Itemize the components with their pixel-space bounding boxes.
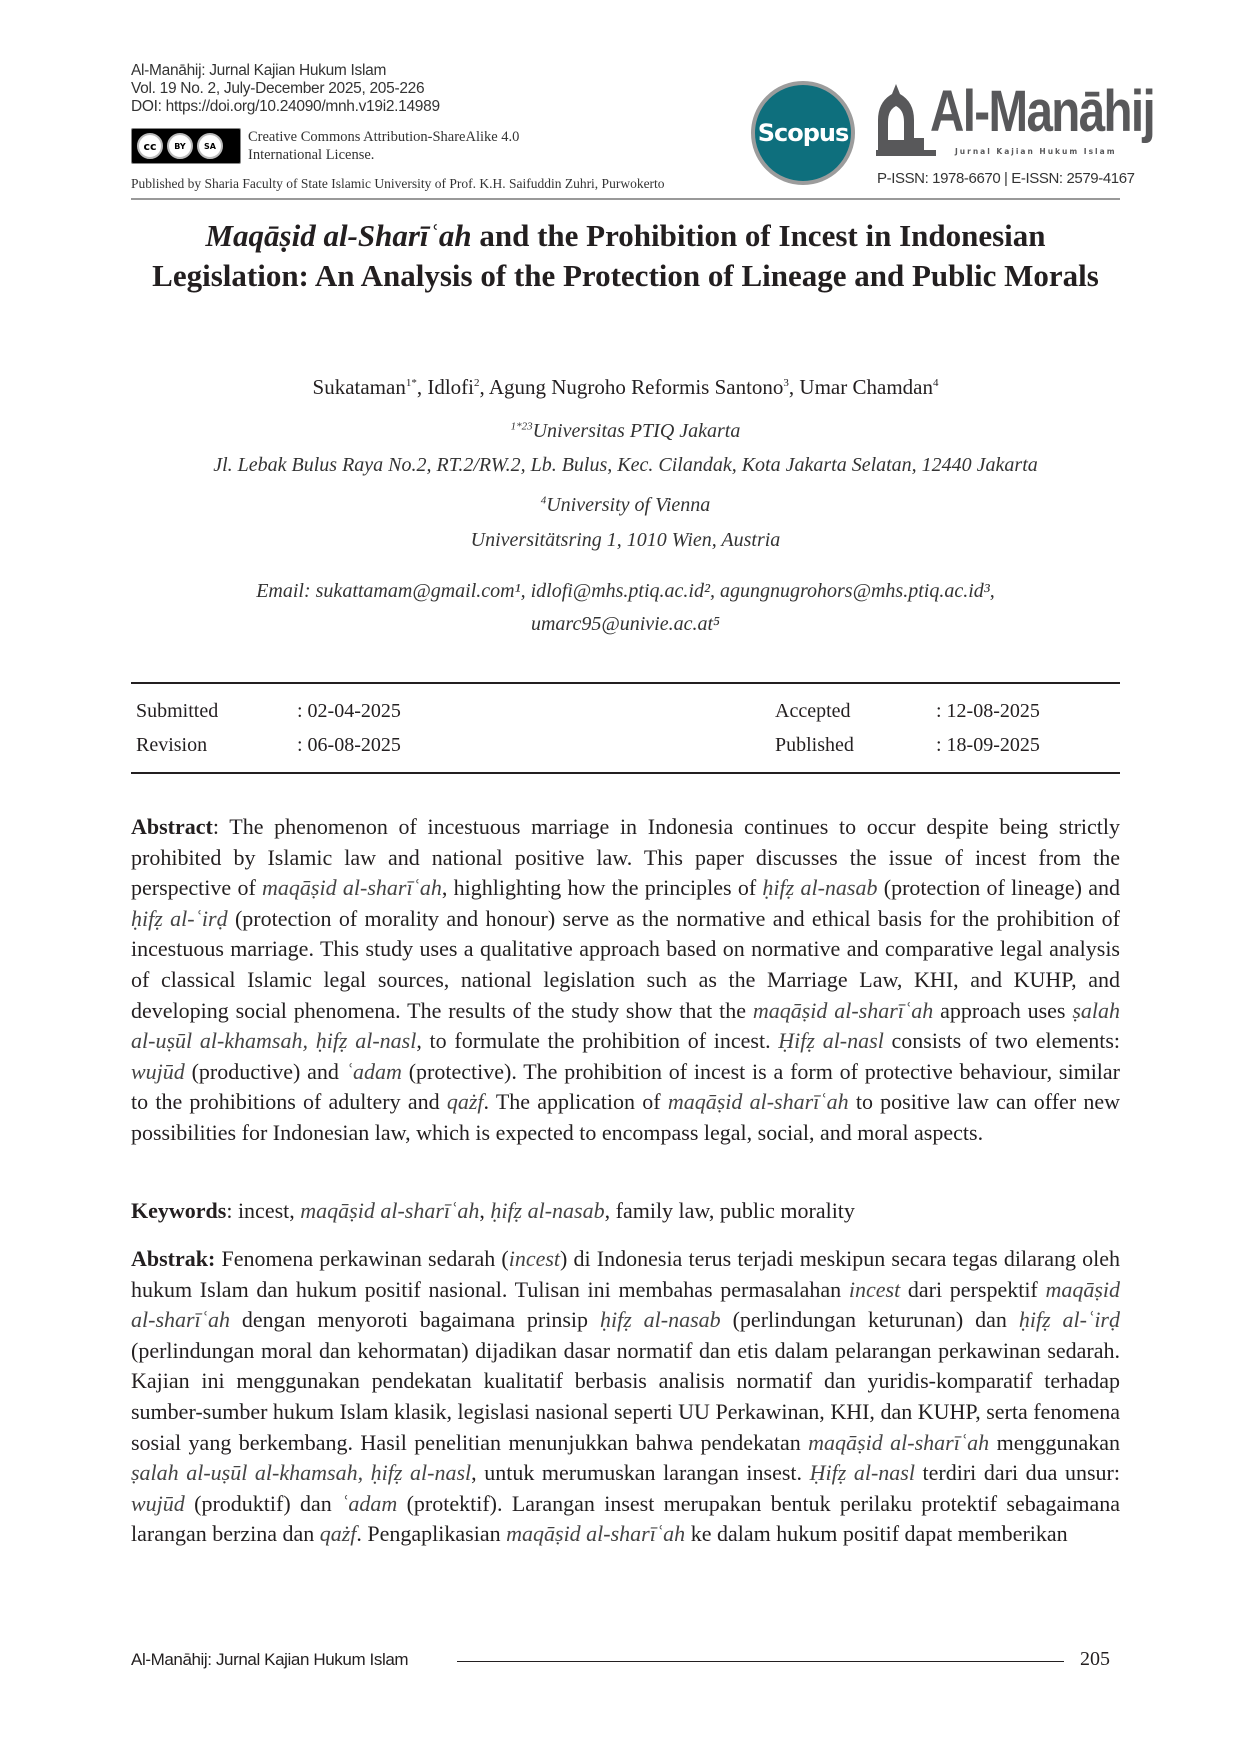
sa-icon: SA (197, 133, 223, 159)
abstract-english (131, 812, 1120, 1149)
scopus-logo: Scopus (751, 81, 855, 185)
published-date: : 18-09-2025 (936, 734, 1040, 756)
italic-term: maqāṣid al-sharīʿah (131, 1276, 1121, 1333)
issn: P-ISSN: 1978-6670 | E-ISSN: 2579-4167 (877, 170, 1135, 187)
italic-term: ḥifẓ al-nasab (762, 875, 878, 901)
author-name: Umar Chamdan (799, 375, 933, 399)
text-run: approach uses (933, 997, 1073, 1023)
email-line-2[interactable]: umarc95@univie.ac.at⁵ (530, 613, 720, 635)
text-run: (perlindungan moral dan kehormatan) dijadikan dasar normatif dan etis dalam pelarangan perkawinan sedarah. Kajian ini menggunakan pendekatan kualitatif berbasis analisis normatif dan yuridis-komparatif terhadap sumber-sumber hukum Islam klasik, legislasi nasional seperti UU Perkawinan, KHI, dan KUHP, serta fenomena sosial yang berkembang. Hasil penelitian menunjukkan bahwa pendekatan (131, 1337, 1120, 1455)
text-run: Fenomena perkawinan sedarah ( (215, 1246, 509, 1271)
italic-term: ḥifẓ al-ʿirḍ (1018, 1307, 1120, 1333)
license-line: Creative Commons Attribution-ShareAlike 4.0 (248, 129, 520, 145)
author-sup: 4 (932, 377, 939, 389)
text-run: : The phenomenon of incestuous marriage in Indonesia continues to occur despite being strictly prohibited by Islamic law and national positive law. This paper discusses the issue of incest from the perspective of (131, 814, 1120, 901)
title-italic: Maqāṣid al-Sharīʿah (205, 218, 472, 253)
italic-term: ʿadam (345, 1058, 402, 1084)
table-top-rule (131, 682, 1120, 684)
license-line: International License. (248, 147, 375, 163)
text-run: . The application of (483, 1089, 668, 1115)
text-run: terdiri dari dua unsur: (914, 1460, 1120, 1486)
author-name: Idlofi (427, 375, 474, 399)
italic-term: Ḥifẓ al-nasl (778, 1028, 884, 1054)
author-name: Sukataman (312, 375, 406, 399)
publisher-line: Published by Sharia Faculty of State Islamic University of Prof. K.H. Saifuddin Zuhri, Purwokerto (131, 176, 665, 191)
text-run: dari perspektif (900, 1276, 1046, 1302)
aff-sup: 4 (540, 494, 547, 507)
submitted-label: Submitted (136, 700, 219, 722)
author-list (131, 375, 1120, 400)
text-run: (perlindungan keturunan) dan (720, 1307, 1019, 1333)
text-run: , to formulate the prohibition of incest. (416, 1028, 779, 1054)
affiliation-2-address: Universitätsring 1, 1010 Wien, Austria (470, 529, 781, 551)
keywords (131, 1196, 1120, 1227)
text-run: dengan menyoroti bagaimana prinsip (230, 1307, 600, 1333)
italic-term: ṣalah al-uṣūl al-khamsah, ḥifẓ al-nasl (131, 997, 1120, 1054)
italic-term: qażf (319, 1521, 357, 1547)
section-label: Abstract (131, 814, 213, 839)
italic-term: qażf (446, 1089, 484, 1115)
sep: , (416, 375, 428, 399)
text-run: (productive) and (184, 1058, 346, 1084)
italic-term: maqāṣid al-sharīʿah (300, 1198, 480, 1223)
text-run: : incest, (226, 1198, 301, 1223)
italic-term: maqāṣid al-sharīʿah (262, 875, 442, 901)
italic-term: ʿadam (341, 1490, 398, 1516)
italic-term: wujūd (131, 1490, 185, 1516)
author-sup: 2 (474, 377, 480, 389)
aff-sup: 1*23 (510, 420, 533, 433)
italic-term: maqāṣid al-sharīʿah (506, 1521, 686, 1547)
text-run: (protective). The prohibition of incest is a form of protective behaviour, similar to the prohibitions of adultery and (131, 1058, 1121, 1115)
text-run: , untuk merumuskan larangan insest. (471, 1460, 810, 1486)
license-text (248, 128, 519, 164)
journal-name: Al-Manāhij: Jurnal Kajian Hukum Islam (131, 62, 387, 79)
cc-by-sa-badge[interactable] (131, 128, 241, 164)
italic-term: Ḥifẓ al-nasl (809, 1460, 915, 1486)
text-run: (protection of morality and honour) serve as the normative and ethical basis for the prohibition of incestuous marriage. This study uses a qualitative approach based on normative and comparative legal analysis of classical Islamic legal sources, national legislation such as the Marriage Law, KHI, and KUHP, and developing social phenomena. The results of the study show that the (131, 905, 1120, 1023)
text-run: (produktif) dan (184, 1490, 342, 1516)
email-line-1[interactable]: Email: sukattamam@gmail.com¹, idlofi@mhs.ptiq.ac.id², agungnugrohors@mhs.ptiq.ac.id³, (256, 580, 995, 602)
submitted-date: : 02-04-2025 (297, 700, 401, 722)
cc-icon: cc (137, 133, 163, 159)
affiliation-2 (131, 494, 1120, 517)
text-run: (protection of lineage) and (877, 875, 1121, 901)
text-run: ke dalam hukum positif dapat memberikan (685, 1521, 1068, 1547)
accepted-date: : 12-08-2025 (936, 700, 1040, 722)
footer-journal: Al-Manāhij: Jurnal Kajian Hukum Islam (131, 1650, 409, 1669)
abstract-indonesian (131, 1244, 1120, 1550)
italic-term: ḥifẓ al-nasab (599, 1307, 721, 1333)
affiliation-1-address: Jl. Lebak Bulus Raya No.2, RT.2/RW.2, Lb. Bulus, Kec. Cilandak, Kota Jakarta Selatan, 12440 Jakarta (213, 454, 1038, 476)
page-number: 205 (1080, 1648, 1110, 1670)
footer-rule (457, 1661, 1064, 1662)
author-sup: 1* (405, 377, 417, 389)
logo-subtitle: Jurnal Kajian Hukum Islam (955, 147, 1117, 156)
text-run: menggunakan (989, 1429, 1121, 1455)
logo-text: Al-Manāhij (930, 79, 1155, 144)
text-run: , family law, public morality (604, 1198, 855, 1223)
title-rest: and the Prohibition of Incest in Indonesian Legislation: An Analysis of the Protection of Lineage and Public Morals (152, 218, 1099, 293)
published-label: Published (775, 734, 854, 756)
sep: , (788, 375, 800, 399)
text-run: consists of two elements: (883, 1028, 1120, 1054)
author-sup: 3 (783, 377, 789, 389)
italic-term: ḥifẓ al-ʿirḍ (131, 905, 228, 931)
text-run: , highlighting how the principles of (441, 875, 763, 901)
aff-name: University of Vienna (546, 494, 711, 516)
text-run: (protektif). Larangan insest merupakan bentuk perilaku protektif sebagaimana larangan berzina dan (131, 1490, 1120, 1547)
table-bottom-rule (131, 772, 1120, 774)
section-label: Keywords (131, 1198, 227, 1223)
text-run: ) di Indonesia terus terjadi meskipun secara tegas dilarang oleh hukum Islam dan hukum positif nasional. Tulisan ini membahas permasalahan (131, 1246, 1120, 1302)
aff-name: Universitas PTIQ Jakarta (532, 420, 741, 442)
italic-term: ṣalah al-uṣūl al-khamsah, ḥifẓ al-nasl (131, 1460, 472, 1486)
text-run: , (479, 1198, 491, 1223)
italic-term: maqāṣid al-sharīʿah (667, 1089, 849, 1115)
text-run: to positive law can offer new possibilities for Indonesian law, which is expected to encompass legal, social, and moral aspects. (131, 1089, 1121, 1145)
italic-term: wujūd (131, 1058, 185, 1084)
header-divider (131, 198, 1120, 200)
accepted-label: Accepted (775, 700, 851, 722)
italic-term: incest (848, 1276, 901, 1302)
italic-term: maqāṣid al-sharīʿah (808, 1429, 990, 1455)
revision-date: : 06-08-2025 (297, 734, 401, 756)
revision-label: Revision (136, 734, 208, 756)
volume-info: Vol. 19 No. 2, July-December 2025, 205-226 (131, 80, 425, 97)
doi-link[interactable]: DOI: https://doi.org/10.24090/mnh.v19i2.14989 (131, 98, 440, 115)
by-icon: BY (167, 133, 193, 159)
sep: , (479, 375, 489, 399)
affiliation-1 (131, 420, 1120, 443)
text-run: . Pengaplikasian (356, 1521, 507, 1547)
section-label: Abstrak: (131, 1246, 216, 1271)
italic-term: maqāṣid al-sharīʿah (752, 997, 934, 1023)
italic-term: incest (508, 1246, 561, 1271)
article-title (131, 216, 1120, 295)
italic-term: ḥifẓ al-nasab (490, 1198, 605, 1223)
author-name: Agung Nugroho Reformis Santono (488, 375, 784, 399)
